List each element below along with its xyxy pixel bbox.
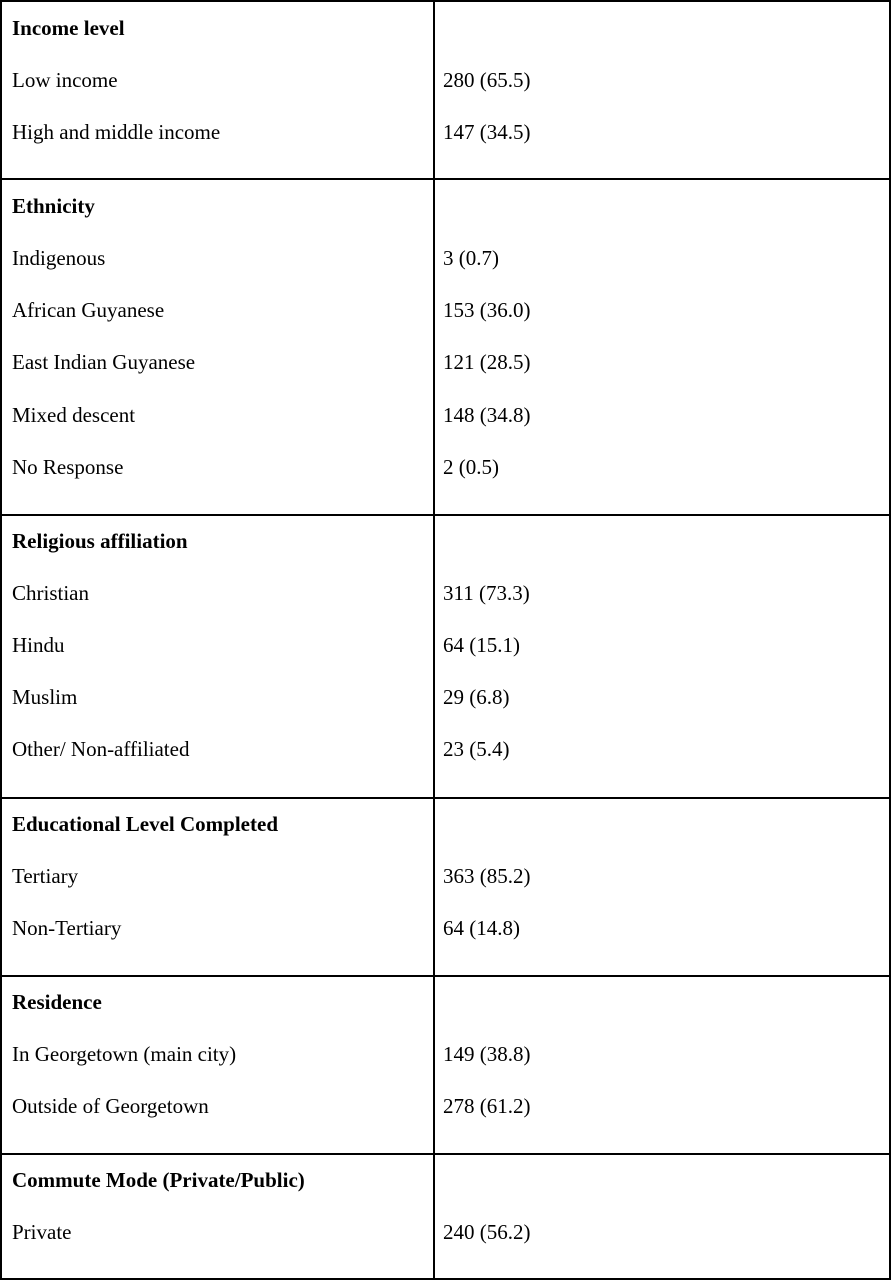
table-row <box>2 63 889 97</box>
row-label: No Response <box>12 455 124 479</box>
section-heading: Educational Level Completed <box>12 812 278 836</box>
section-religious-affiliation <box>0 514 891 799</box>
section-heading-row <box>2 189 889 223</box>
table-row <box>2 450 889 484</box>
section-heading-row <box>2 524 889 558</box>
table-row <box>2 293 889 327</box>
row-value: 278 (61.2) <box>443 1094 531 1118</box>
section-commute-mode <box>0 1153 891 1280</box>
table-row <box>2 345 889 379</box>
row-label: Hindu <box>12 633 65 657</box>
row-value: 280 (65.5) <box>443 68 531 92</box>
row-value: 311 (73.3) <box>443 581 530 605</box>
table-row <box>2 859 889 893</box>
row-value: 3 (0.7) <box>443 246 499 270</box>
section-heading: Ethnicity <box>12 194 95 218</box>
row-value: 121 (28.5) <box>443 350 531 374</box>
table-row <box>2 1215 889 1249</box>
table-row <box>2 1089 889 1123</box>
table-row <box>2 628 889 662</box>
table-row <box>2 680 889 714</box>
row-label: East Indian Guyanese <box>12 350 196 374</box>
section-heading: Commute Mode (Private/Public) <box>12 1168 305 1192</box>
section-heading: Income level <box>12 16 125 40</box>
section-heading: Religious affiliation <box>12 529 188 553</box>
row-label: Outside of Georgetown <box>12 1094 209 1118</box>
table-row <box>2 398 889 432</box>
row-label: African Guyanese <box>12 298 165 322</box>
table-row <box>2 241 889 275</box>
row-label: Non-Tertiary <box>12 916 122 940</box>
table-row <box>2 1037 889 1071</box>
row-label: Mixed descent <box>12 403 136 427</box>
section-heading-row <box>2 807 889 841</box>
table-row <box>2 115 889 149</box>
row-label: Muslim <box>12 685 78 709</box>
section-heading-row <box>2 985 889 1019</box>
row-value: 29 (6.8) <box>443 685 510 709</box>
row-value: 147 (34.5) <box>443 120 531 144</box>
section-ethnicity <box>0 178 891 516</box>
row-value: 240 (56.2) <box>443 1220 531 1244</box>
table-row <box>2 576 889 610</box>
section-heading: Residence <box>12 990 102 1014</box>
row-value: 153 (36.0) <box>443 298 531 322</box>
section-educational-level <box>0 797 891 977</box>
row-label: In Georgetown (main city) <box>12 1042 237 1066</box>
row-label: Private <box>12 1220 72 1244</box>
row-label: Indigenous <box>12 246 106 270</box>
table-row <box>2 911 889 945</box>
row-value: 148 (34.8) <box>443 403 531 427</box>
section-income-level <box>0 0 891 180</box>
row-value: 23 (5.4) <box>443 737 510 761</box>
row-label: High and middle income <box>12 120 221 144</box>
section-heading-row <box>2 1163 889 1197</box>
row-value: 64 (14.8) <box>443 916 520 940</box>
section-residence <box>0 975 891 1155</box>
row-label: Low income <box>12 68 118 92</box>
section-heading-row <box>2 11 889 45</box>
row-value: 149 (38.8) <box>443 1042 531 1066</box>
row-value: 64 (15.1) <box>443 633 520 657</box>
row-label: Other/ Non-affiliated <box>12 737 190 761</box>
table-row <box>2 732 889 766</box>
row-value: 363 (85.2) <box>443 864 531 888</box>
row-label: Tertiary <box>12 864 79 888</box>
row-label: Christian <box>12 581 89 605</box>
row-value: 2 (0.5) <box>443 455 499 479</box>
